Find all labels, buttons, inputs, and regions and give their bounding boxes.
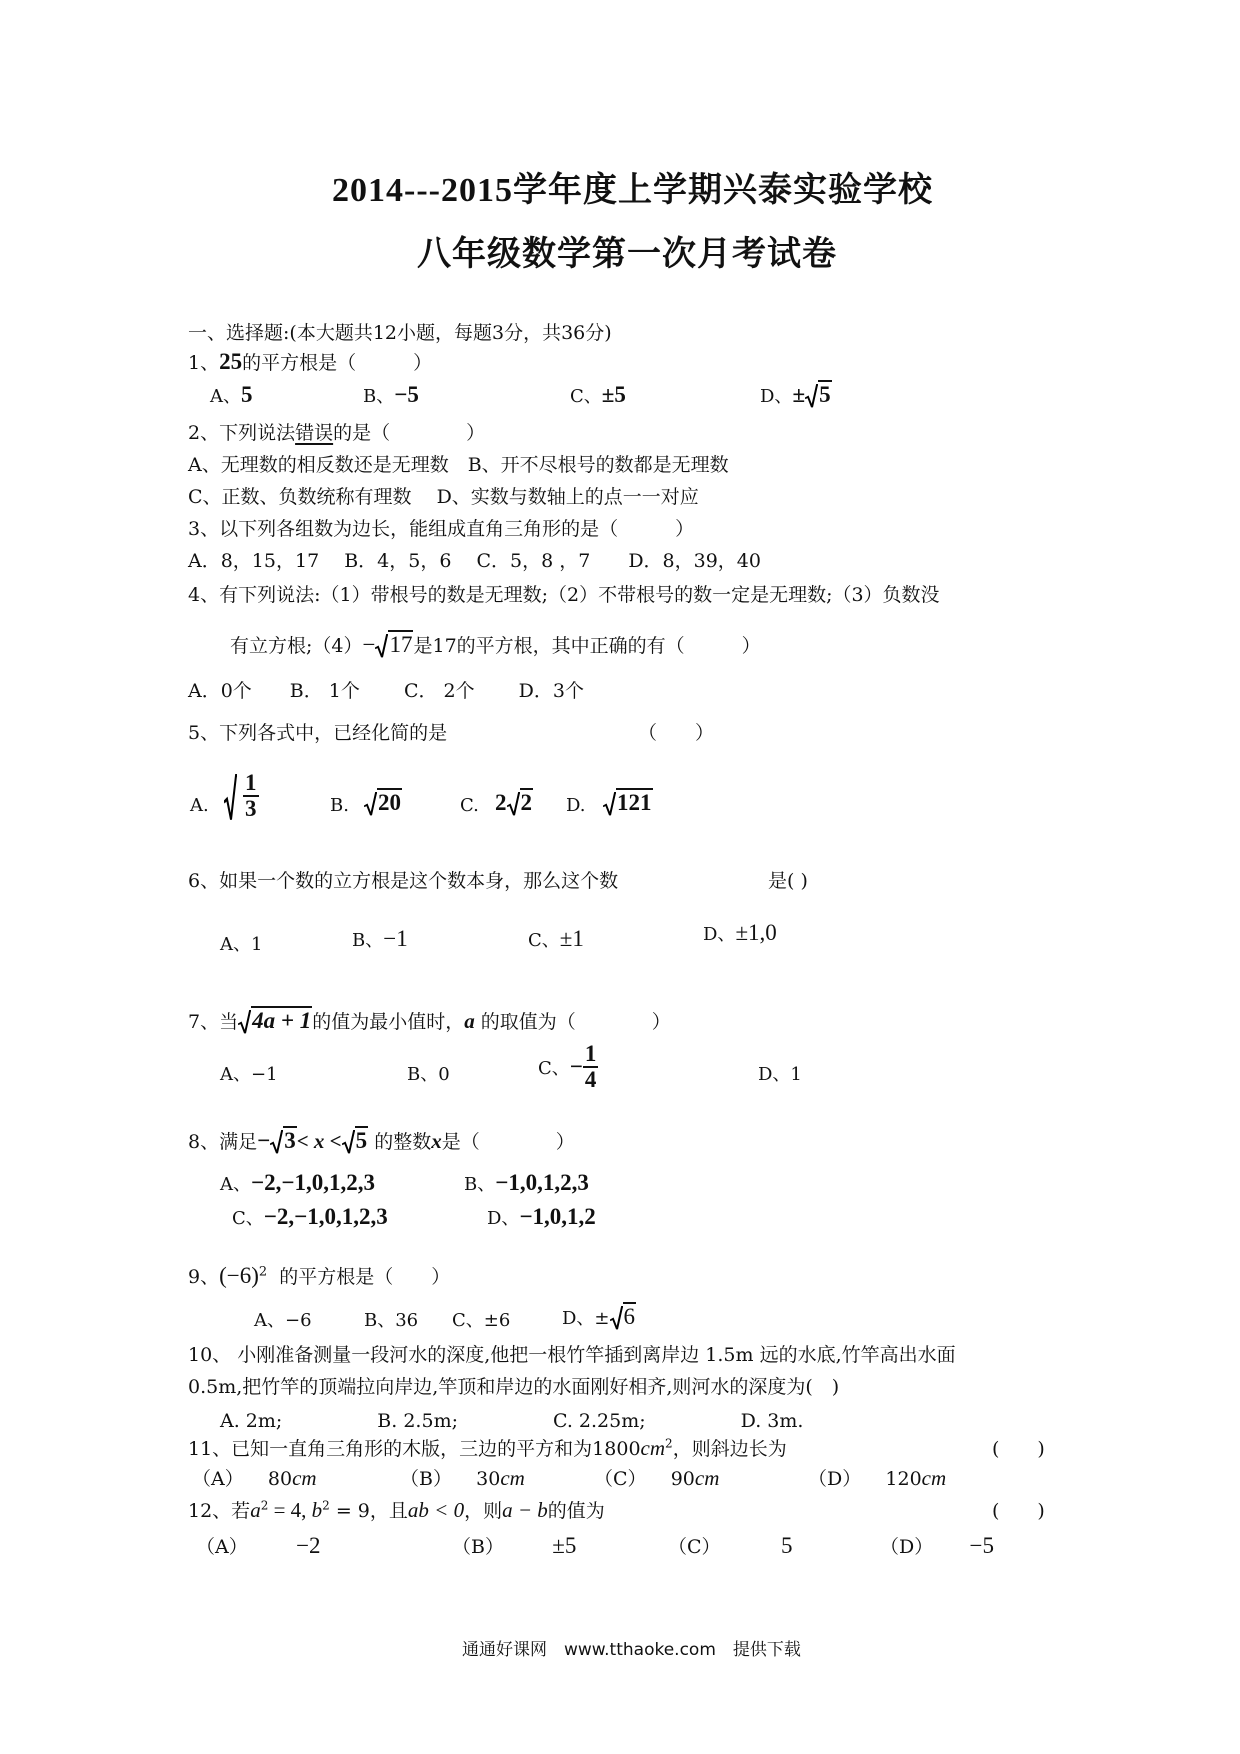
q4-text-pre: 有立方根;（4） <box>230 635 363 657</box>
q7-option-b: B、0 <box>407 1064 450 1085</box>
q6-c-label: C、 <box>528 930 560 951</box>
q5-c-coefficient: 2 <box>495 790 507 815</box>
q11-option-b <box>400 1464 525 1491</box>
q9-option-b: B、36 <box>364 1310 419 1331</box>
q11-d-label: （D） <box>808 1468 862 1490</box>
question-11-stem <box>188 1434 787 1461</box>
q12-b-label: （B） <box>452 1536 504 1558</box>
q10-options: A. 2m; B. 2.5m; C. 2.25m; D. 3m. <box>220 1410 804 1432</box>
q1-b-value: −5 <box>394 382 419 407</box>
q12-option-b <box>452 1532 576 1559</box>
q1-c-value: ±5 <box>601 382 626 407</box>
q2-text-pre: 2、下列说法 <box>188 422 296 444</box>
question-7-stem <box>188 1006 671 1034</box>
q7-c-label: C、 <box>538 1058 570 1080</box>
q12-a-label: （A） <box>196 1536 248 1558</box>
q1-d-radical <box>805 380 832 408</box>
q11-option-a <box>192 1464 317 1491</box>
q8-b-value: −1,0,1,2,3 <box>495 1170 589 1195</box>
q8-d-label: D、 <box>487 1208 520 1229</box>
q1-d-label: D、 <box>760 386 793 407</box>
q6-c-value: ±1 <box>559 926 584 951</box>
q1-option-b <box>363 382 419 408</box>
q3-options: A．8，15，17 B．4，5，6 C．5，8 ，7 D．8，39，40 <box>188 550 761 572</box>
q11-a-unit: cm <box>292 1466 317 1490</box>
q11-text: 11、已知一直角三角形的木版，三边的平方和为1800 <box>188 1438 641 1460</box>
q7-radicand: 4a + 1 <box>252 1008 312 1033</box>
q7-c-numerator: 1 <box>583 1042 599 1068</box>
q9-d-radical <box>610 1302 637 1330</box>
q5-c-label: C. <box>460 795 479 816</box>
q8-variable: x <box>431 1129 442 1153</box>
q5-option-d-radical <box>603 788 653 816</box>
q5-d-radicand: 121 <box>617 790 652 815</box>
q9-d-label: D、± <box>562 1308 610 1329</box>
q5-a-label: A. <box>190 795 209 816</box>
question-8-stem <box>188 1126 575 1154</box>
q5-option-c-expr <box>495 788 533 816</box>
q6-option-b <box>352 926 408 952</box>
q11-b-value: 30 <box>476 1468 501 1490</box>
question-3-stem: 3、以下列各组数为边长，能组成直角三角形的是（ ） <box>188 518 695 540</box>
q6-b-value: −1 <box>383 926 408 951</box>
q1-a-label: A、 <box>210 386 241 407</box>
q12-text-post: ，则 <box>464 1500 503 1522</box>
q1-d-radicand: 5 <box>819 382 831 407</box>
question-10-line-1: 10、 小刚准备测量一段河水的深度,他把一根竹竿插到离岸边 1.5m 远的水底,竹竿高出水面 <box>188 1344 956 1366</box>
q12-eq-a: = 4, <box>268 1498 312 1522</box>
q7-radical <box>238 1006 312 1034</box>
q6-d-value: ±1,0 <box>735 920 777 945</box>
q12-text-pre: 12、若 <box>188 1500 251 1522</box>
q12-option-c <box>668 1532 792 1559</box>
q5-answer-paren: （ ） <box>638 722 715 744</box>
q12-answer-paren: ( ) <box>992 1500 1045 1522</box>
q12-var-a: a <box>250 1498 261 1522</box>
q8-radical-1 <box>270 1126 297 1154</box>
q1-c-label: C、 <box>570 386 602 407</box>
q12-condition: ab < 0 <box>407 1498 465 1522</box>
q9-option-a: A、−6 <box>254 1310 312 1331</box>
q6-answer-paren: 是( ) <box>768 870 808 892</box>
q8-b-label: B、 <box>464 1174 496 1195</box>
question-6-stem: 6、如果一个数的立方根是这个数本身，那么这个数 <box>188 870 619 892</box>
q11-exponent: 2 <box>665 1436 673 1451</box>
q5-b-radicand: 20 <box>378 790 401 815</box>
q1-option-d <box>760 380 832 408</box>
q12-option-a <box>196 1532 321 1559</box>
q7-text-pre: 7、当 <box>188 1011 239 1033</box>
q11-c-label: （C） <box>594 1468 647 1490</box>
q8-radicand-1: 3 <box>284 1128 296 1153</box>
q8-option-b <box>464 1170 589 1196</box>
q8-a-label: A、 <box>220 1174 251 1195</box>
q8-option-a <box>220 1170 375 1196</box>
q9-expression: (−6) <box>219 1263 259 1288</box>
q11-text-tail: ，则斜边长为 <box>672 1438 787 1460</box>
q8-text-pre: 8、满足 <box>188 1131 258 1153</box>
question-9-stem <box>188 1262 450 1289</box>
q5-a-radical-content <box>242 770 260 821</box>
q9-option-d <box>562 1302 636 1330</box>
q12-d-label: （D） <box>880 1536 934 1558</box>
q11-b-unit: cm <box>500 1466 525 1490</box>
q2-underlined-word: 错误 <box>295 422 334 444</box>
q6-option-d <box>703 920 777 946</box>
q1-number: 1、 <box>188 352 220 374</box>
q12-option-d <box>880 1532 994 1559</box>
q8-neg-sign: − <box>257 1128 271 1153</box>
q1-option-c <box>570 382 626 408</box>
q11-option-d <box>808 1464 946 1491</box>
q12-b-value: ±5 <box>552 1533 577 1558</box>
title-line-2: 八年级数学第一次月考试卷 <box>417 236 837 273</box>
q8-option-d <box>487 1204 596 1230</box>
q1-d-sign: ± <box>792 382 806 407</box>
q9-option-c: C、±6 <box>452 1310 511 1331</box>
q12-exp-b: 2 <box>322 1498 330 1513</box>
q5-a-radical-sign <box>224 770 260 821</box>
question-10-line-2: 0.5m,把竹竿的顶端拉向岸边,竿顶和岸边的水面刚好相齐,则河水的深度为( ) <box>188 1376 840 1398</box>
q1-value: 25 <box>219 349 243 374</box>
q11-d-unit: cm <box>921 1466 947 1490</box>
q11-answer-paren: ( ) <box>992 1438 1045 1460</box>
q5-option-a-radical <box>224 770 260 821</box>
q4-neg-sign: − <box>362 632 376 657</box>
q11-a-label: （A） <box>192 1468 244 1490</box>
q11-option-c <box>594 1464 719 1491</box>
q8-a-value: −2,−1,0,1,2,3 <box>251 1170 375 1195</box>
q4-text-post: 是17的平方根，其中正确的有（ ） <box>413 635 761 657</box>
q12-c-label: （C） <box>668 1536 721 1558</box>
q4-radical <box>375 630 413 658</box>
q5-a-denominator: 3 <box>245 796 257 822</box>
q8-text-post: 是（ ） <box>441 1131 575 1153</box>
question-5-stem: 5、下列各式中，已经化简的是 <box>188 722 448 744</box>
q8-radical-2 <box>342 1126 369 1154</box>
q7-option-c <box>538 1042 598 1092</box>
q5-c-radicand: 2 <box>520 790 532 815</box>
q12-difference: a − b <box>502 1498 548 1522</box>
q9-number: 9、 <box>188 1266 220 1288</box>
q7-text-post: 的取值为（ ） <box>480 1011 671 1033</box>
q12-c-value: 5 <box>780 1533 793 1558</box>
q8-inequality: < x < <box>296 1129 342 1153</box>
q11-c-value: 90 <box>670 1468 695 1490</box>
q1-option-a <box>210 382 253 408</box>
q8-c-label: C、 <box>232 1208 264 1229</box>
q5-d-radical-sign <box>603 788 653 816</box>
q1-text: 的平方根是（ ） <box>242 352 433 374</box>
q7-c-denominator: 4 <box>584 1067 597 1093</box>
q2-options-cd: C、正数、负数统称有理数 D、实数与数轴上的点一一对应 <box>188 486 699 508</box>
question-2-stem <box>188 418 485 445</box>
footer-source: 通通好课网 www.tthaoke.com 提供下载 <box>462 1640 801 1660</box>
q5-c-radical-sign <box>507 788 534 816</box>
q5-a-numerator: 1 <box>243 771 259 797</box>
q8-option-c <box>232 1204 388 1230</box>
q5-option-b-radical <box>364 788 402 816</box>
q7-variable: a <box>464 1009 475 1033</box>
q4-options: A．0个 B． 1个 C． 2个 D．3个 <box>188 680 584 702</box>
q11-d-value: 120 <box>885 1468 922 1490</box>
q5-b-radical-sign <box>364 788 402 816</box>
q1-b-label: B、 <box>363 386 395 407</box>
q8-d-value: −1,0,1,2 <box>519 1204 596 1229</box>
q2-options-ab: A、无理数的相反数还是无理数 B、开不尽根号的数都是无理数 <box>188 454 729 476</box>
q6-d-label: D、 <box>703 924 736 945</box>
q12-var-b: b <box>311 1498 323 1522</box>
q7-c-sign: − <box>569 1054 583 1080</box>
q4-radicand: 17 <box>389 632 413 657</box>
q7-option-d: D、1 <box>758 1064 802 1085</box>
q8-text-mid: 的整数 <box>374 1131 432 1153</box>
q7-option-a: A、−1 <box>220 1064 278 1085</box>
q9-text: 的平方根是（ ） <box>279 1266 451 1288</box>
question-12-stem <box>188 1496 605 1523</box>
q2-text-post: 的是（ ） <box>333 422 486 444</box>
q11-unit: cm <box>640 1436 666 1460</box>
q1-a-value: 5 <box>241 382 253 407</box>
question-4-stem-2 <box>230 630 761 658</box>
q12-eq-b: = 9，且 <box>329 1500 408 1522</box>
q6-b-label: B、 <box>352 930 384 951</box>
q9-d-radicand: 6 <box>623 1304 636 1329</box>
q6-option-c <box>528 926 584 952</box>
q12-d-value: −5 <box>969 1533 994 1558</box>
section-heading: 一、选择题:(本大题共12小题，每题3分，共36分) <box>188 322 612 344</box>
q11-a-value: 80 <box>267 1468 293 1490</box>
q9-exponent: 2 <box>258 1264 268 1280</box>
title-line-1: 2014---2015学年度上学期兴泰实验学校 <box>332 172 933 209</box>
q7-c-fraction <box>583 1042 599 1092</box>
q11-b-label: （B） <box>400 1468 452 1490</box>
q8-c-value: −2,−1,0,1,2,3 <box>263 1204 388 1229</box>
q5-a-fraction <box>243 771 259 821</box>
q8-radicand-2: 5 <box>355 1128 368 1153</box>
q6-option-a: A、1 <box>220 934 263 955</box>
q7-text-mid: 的值为最小值时， <box>312 1011 465 1033</box>
question-4-stem-1: 4、有下列说法:（1）带根号的数是无理数;（2）不带根号的数一定是无理数;（3）负数没 <box>188 584 940 606</box>
question-1-stem <box>188 348 432 375</box>
q5-d-label: D. <box>566 795 586 816</box>
q11-c-unit: cm <box>694 1466 720 1490</box>
q12-text-tail: 的值为 <box>547 1500 605 1522</box>
q12-exp-a: 2 <box>260 1498 269 1513</box>
q12-a-value: −2 <box>296 1533 321 1558</box>
q5-b-label: B. <box>330 795 349 816</box>
